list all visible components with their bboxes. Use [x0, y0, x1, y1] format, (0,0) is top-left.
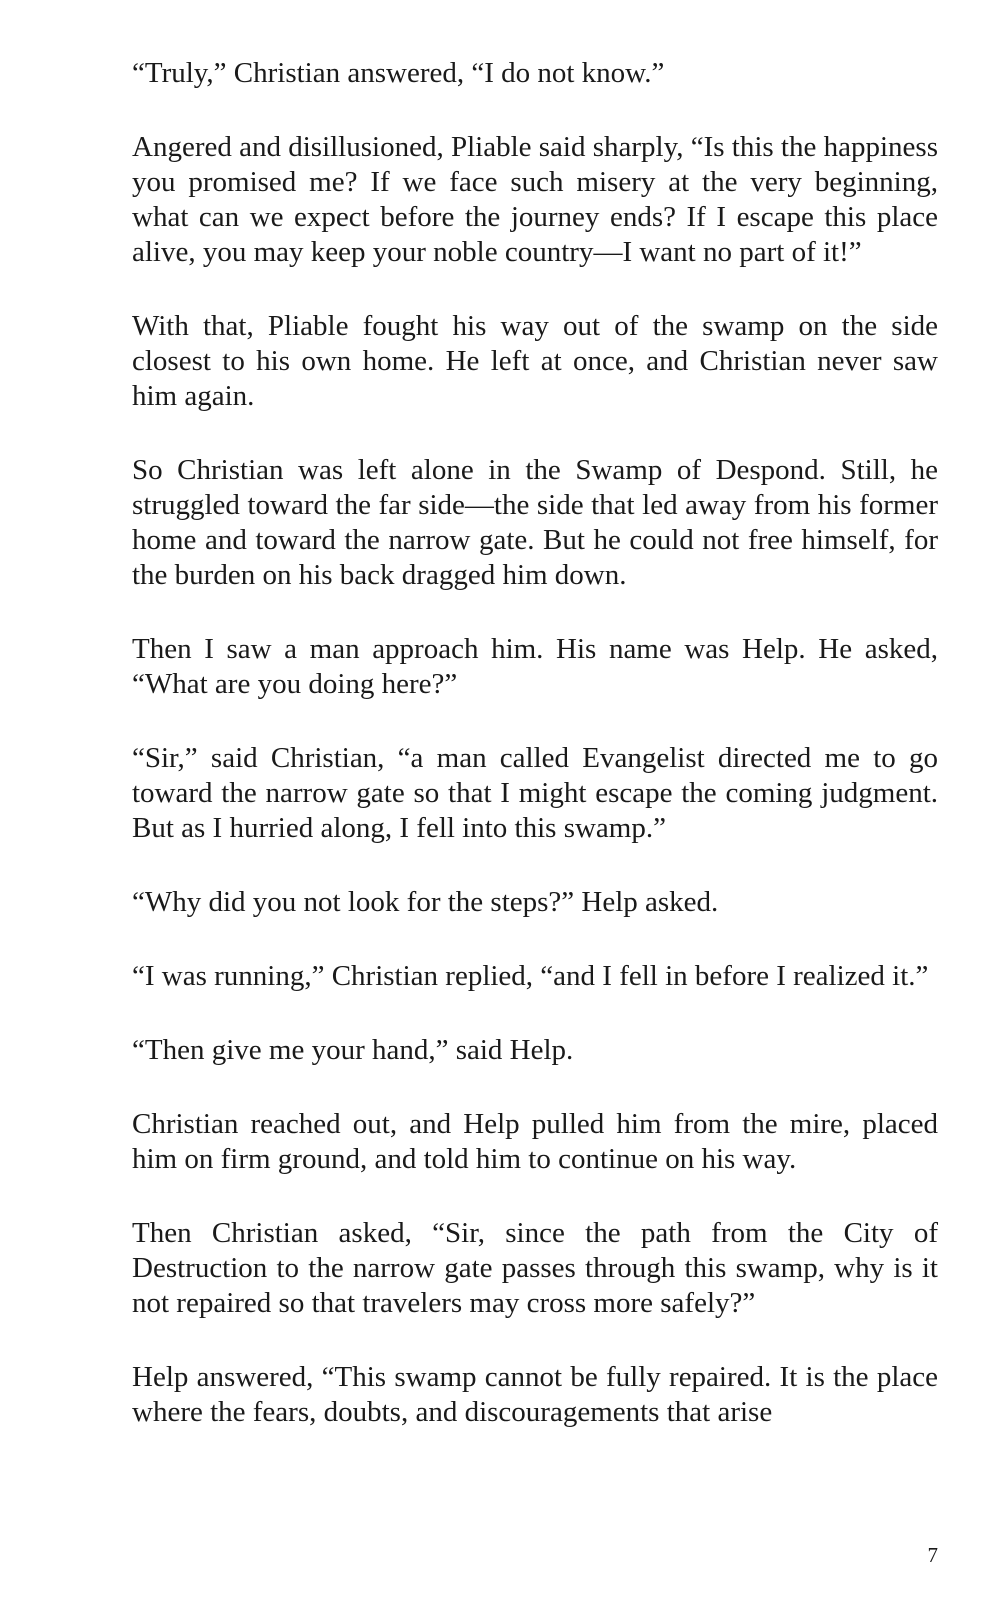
paragraph: “Sir,” said Christian, “a man called Evangelist directed me to go toward the narrow gate so that I might escape the coming judgment. But as I hurried along, I fell into this swamp.”	[132, 742, 938, 844]
page-number: 7	[927, 1543, 938, 1567]
body-text	[132, 56, 938, 1469]
paragraph: “Truly,” Christian answered, “I do not know.”	[132, 57, 665, 89]
paragraph: Help answered, “This swamp cannot be fully repaired. It is the place where the fears, doubts, and discouragements that arise	[132, 1361, 938, 1428]
paragraph: With that, Pliable fought his way out of the swamp on the side closest to his own home. He left at once, and Christian never saw him again.	[132, 310, 938, 412]
paragraph: Then Christian asked, “Sir, since the path from the City of Destruction to the narrow gate passes through this swamp, why is it not repaired so that travelers may cross more safely?”	[132, 1217, 938, 1319]
paragraph: Christian reached out, and Help pulled him from the mire, placed him on firm ground, and told him to continue on his way.	[132, 1108, 938, 1175]
paragraph: Angered and disillusioned, Pliable said sharply, “Is this the happiness you promised me? If we face such misery at the very beginning, what can we expect before the journey ends? If I escape this place alive, you may keep your noble country—I want no part of it!”	[132, 131, 938, 268]
paragraph: “Why did you not look for the steps?” Help asked.	[132, 886, 719, 918]
paragraph: So Christian was left alone in the Swamp of Despond. Still, he struggled toward the far side—the side that led away from his former home and toward the narrow gate. But he could not free himself, for the burden on his back dragged him down.	[132, 454, 938, 591]
paragraph: “Then give me your hand,” said Help.	[132, 1034, 574, 1066]
paragraph: Then I saw a man approach him. His name was Help. He asked, “What are you doing here?”	[132, 633, 938, 700]
paragraph: “I was running,” Christian replied, “and I fell in before I realized it.”	[132, 960, 929, 992]
